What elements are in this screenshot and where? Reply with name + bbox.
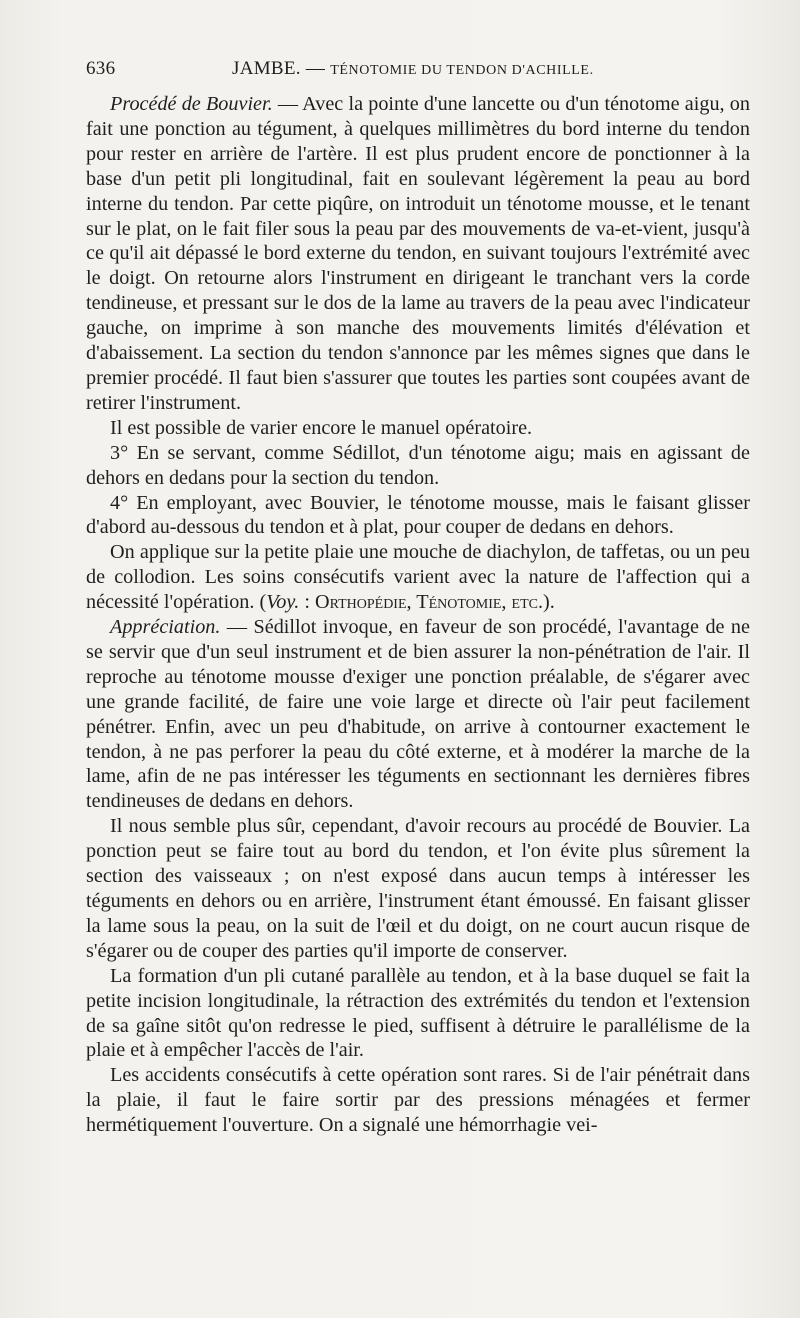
- paragraph-text: — Sédillot invoque, en faveur de son procédé, l'avantage de ne se servir que d'un seul instrument et de bien assurer la non-pénétration de l'air. Il reproche au ténotome mousse d'exiger une ponction préalable, de s'égarer avec une grande facilité, de faire une voie large et directe où l'air peut facilement pénétrer. Enfin, avec un peu d'habitude, on arrive à contourner exactement le tendon, à ne pas perforer la peau du côté externe, et à modérer la marche de la lame, afin de ne pas intéresser les téguments en sectionnant les dernières fibres tendineuses de dedans en dehors.: [86, 616, 750, 813]
- section-lead-procede-bouvier: Procédé de Bouvier.: [110, 93, 273, 115]
- paragraph-method-4: 4° En employant, avec Bouvier, le ténotome mousse, mais le faisant glisser d'abord au-dessous du tendon et à plat, pour couper de dedans en dehors.: [86, 491, 750, 539]
- paragraph-variations: Il est possible de varier encore le manuel opératoire.: [110, 416, 533, 439]
- paragraph-preference: Il nous semble plus sûr, cependant, d'avoir recours au procédé de Bouvier. La ponction peut se faire tout au bord du tendon, et l'on évite plus sûrement la section des vaisseaux ; on n'est exposé dans aucun temps à intéresser les téguments en dehors ou en arrière, l'instrument étant émoussé. En faisant glisser la lame sous la peau, on la suit de l'œil et du doigt, on ne court aucun risque de s'égarer ou de couper des parties qu'il importe de conserver.: [86, 815, 750, 962]
- paragraph-skin-fold: La formation d'un pli cutané parallèle au tendon, et à la base duquel se fait la petite incision longitudinale, la rétraction des extrémités du tendon et l'extension de sa gaîne sitôt qu'on redresse le pied, suffisent à détruire le parallélisme de la plaie et à empêcher l'accès de l'air.: [86, 964, 750, 1062]
- page-number: 636: [86, 58, 116, 79]
- paragraph-text: — Avec la pointe d'une lancette ou d'un ténotome aigu, on fait une ponction au tégument, à quelques millimètres du bord interne du tendon pour rester en arrière de l'artère. Il est plus prudent encore de ponctionner à la base d'un petit pli longitudinal, fait en soulevant légèrement la peau au bord interne du tendon. Par cette piqûre, on introduit un ténotome mousse, et le tenant sur le plat, on le fait filer sous la peau par des mouvements de va-et-vient, jusqu'à ce qu'il ait dépassé le bord externe du tendon, en suivant toujours l'extrémité avec le doigt. On retourne alors l'instrument en dirigeant le tranchant vers la corde tendineuse, et pressant sur le dos de la lame au travers de la peau avec l'indicateur gauche, on imprime à son manche des mouvements limités d'élévation et d'abaissement. La section du tendon s'annonce par les mêmes signes que dans le premier procédé. Il faut bien s'assurer que toutes les parties sont coupées avant de retirer l'instrument.: [86, 93, 750, 414]
- running-title-separator: —: [300, 58, 331, 79]
- running-title: [232, 58, 594, 80]
- running-header: [86, 58, 746, 88]
- cross-reference-voy: Voy.: [266, 591, 300, 614]
- paragraph-bouvier-procedure: [86, 92, 750, 416]
- cross-reference-entries: : Orthopédie, Ténotomie, etc.).: [299, 591, 555, 614]
- paragraph-aftercare: [86, 540, 750, 615]
- running-title-subject: TÉNOTOMIE DU TENDON D'ACHILLE.: [330, 63, 594, 78]
- section-lead-appreciation: Appréciation.: [110, 616, 221, 639]
- paragraph-text: On applique sur la petite plaie une mouche de diachylon, de taffetas, ou un peu de collodion. Les soins consécutifs varient avec la nature de l'affection qui a nécessité l'opération. (: [86, 541, 750, 614]
- paragraph-method-3: 3° En se servant, comme Sédillot, d'un ténotome aigu; mais en agissant de dehors en dedans pour la section du tendon.: [86, 441, 750, 489]
- paragraph-appreciation: [86, 615, 750, 814]
- running-title-main: JAMBE.: [232, 58, 301, 79]
- paragraph-accidents: Les accidents consécutifs à cette opération sont rares. Si de l'air pénétrait dans la plaie, il faut le faire sortir par des pressions ménagées et fermer hermétiquement l'ouverture. On a signalé une hémorrhagie vei-: [86, 1064, 750, 1137]
- body-text: [86, 92, 750, 1138]
